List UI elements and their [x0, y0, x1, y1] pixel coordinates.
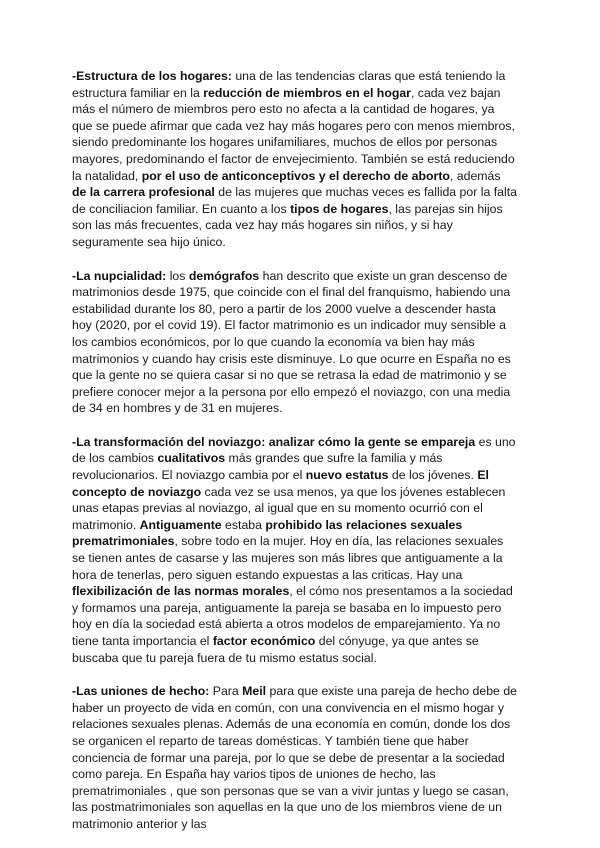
section-uniones-de-hecho — [72, 683, 518, 832]
body-text: , cada vez bajan más el número de miembros pero esto no afecta a la cantidad de hogares, ya que se puede afirmar que cada vez hay más hogares pero con menos miembros, siendo predominante los hogares unifamiliares, muchos de ellos por personas mayores, predominando el factor de envejecimiento. También se está reduciendo la natalidad, — [72, 85, 515, 183]
body-text: han descrito que existe un gran descenso de matrimonios desde 1975, que coincide con el final del franquismo, habiendo una estabilidad durante los 80, pero a partir de los 2000 vuelve a descender hasta hoy (2020, por el covid 19). El factor matrimonio es un indicador muy sensible a los cambios económicos, por lo que cuando la economía va bien hay más matrimonios y cuando hay crisis este disminuye. Lo que ocurre en España no es que la gente no se quiera casar si no que se retrasa la edad de matrimonio y se prefiere conocer mejor a la persona por ello empezó el noviazgo, con una media de 34 en hombres y de 31 en mujeres. — [72, 268, 511, 416]
bold-text: -La nupcialidad: — [72, 268, 167, 283]
bold-text: El concepto de noviazgo — [72, 468, 489, 499]
bold-text: tipos de hogares — [290, 201, 389, 216]
bold-text: Antiguamente — [139, 517, 222, 532]
body-text: de los jóvenes. — [388, 468, 478, 483]
body-text: Para — [209, 684, 243, 699]
body-text: , además — [449, 168, 501, 183]
bold-text: -La transformación del noviazgo: analizar cómo la gente se empareja — [72, 434, 476, 449]
section-estructura-hogares — [72, 68, 518, 251]
bold-text: cualitativos — [157, 451, 226, 466]
body-text: , las parejas sin hijos son las más frecuentes, cada vez hay más hogares sin niños, y si hay seguramente sea hijo único. — [72, 201, 503, 249]
bold-text: de la carrera profesional — [72, 185, 215, 200]
body-text: los — [166, 268, 189, 283]
bold-text: factor económico — [212, 634, 316, 648]
body-text: para que existe una pareja de hecho debe de haber un proyecto de vida en común, con una convivencia en el mismo hogar y relaciones sexuales plenas. Además de una economía en común, donde los dos se organicen el reparto de tareas domésticas. Y también tiene que haber conciencia de formar una pareja, por lo que se debe de presentar a la sociedad como pareja. En España hay varios tipos de uniones de hecho, las prematrimoniales , que son personas que se van a vivir juntas y luego se casan, las postmatrimoniales son aquellas en la que uno de los miembros viene de un matrimonio anterior y las — [72, 684, 517, 831]
bold-text: Meil — [242, 684, 267, 699]
bold-text: reducción de miembros en el hogar — [203, 85, 411, 100]
bold-text: flexibilización de las normas morales — [72, 584, 290, 599]
body-text: , sobre todo en la mujer. Hoy en día, las relaciones sexuales se tienen antes de casarse y las mujeres son más libres que antiguamente a la hora de tenerlas, pero siguen estando expuestas a las criticas. Hay una — [72, 534, 504, 582]
body-text: más grandes que sufre la familia y más revolucionarios. El noviazgo cambia por el — [72, 451, 443, 483]
section-transformacion-noviazgo — [72, 434, 518, 666]
bold-text: -Estructura de los hogares: — [72, 69, 232, 83]
body-text: de las mujeres que muchas veces es fallida por la falta de conciliacion familiar. En cuanto a los — [72, 185, 517, 216]
body-text: del cónyuge, ya que antes se buscaba que tu pareja fuera de tu mismo estatus social. — [72, 634, 479, 665]
section-nupcialidad — [72, 268, 518, 417]
body-text: estaba — [221, 517, 266, 532]
bold-text: demógrafos — [188, 268, 260, 283]
body-text: cada vez se usa menos, ya que los jóvenes establecen unas etapas previas al noviazgo, al igual que en su momento ocurrió con el matrimonio. — [72, 484, 506, 532]
bold-text: -Las uniones de hecho: — [72, 684, 210, 699]
bold-text: nuevo estatus — [305, 468, 389, 483]
body-text: una de las tendencias claras que está teniendo la estructura familiar en la — [72, 69, 506, 100]
bold-text: por el uso de anticonceptivos y el derecho de aborto — [141, 168, 450, 183]
body-text: , el cómo nos presentamos a la sociedad y formamos una pareja, antiguamente la pareja se basaba en lo impuesto pero hoy en día la sociedad está abierta a otros modelos de emparejamiento. Ya no tiene tanta importancia el — [72, 584, 513, 648]
body-text: es uno de los cambios — [72, 434, 516, 466]
bold-text: prohibido las relaciones sexuales prematrimoniales — [72, 517, 463, 549]
